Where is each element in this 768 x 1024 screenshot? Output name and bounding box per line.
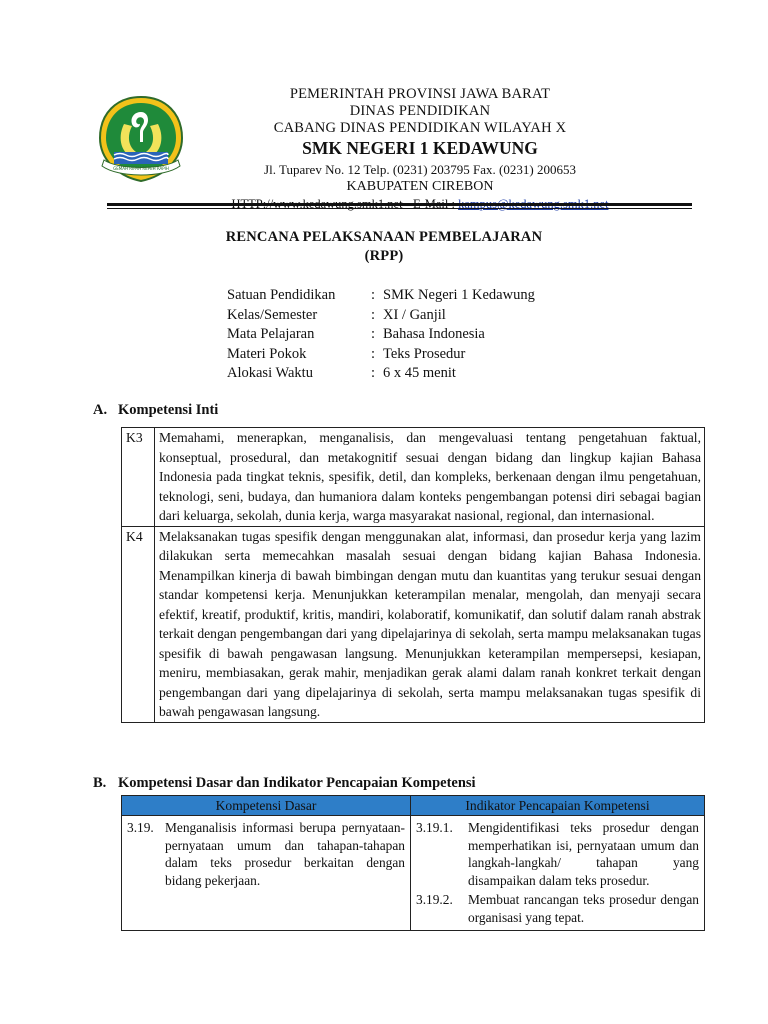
identity-colon: : [371,365,376,381]
ki-text: Memahami, menerapkan, menganalisis, dan mengevaluasi tentang pengetahuan faktual, konseptual, prosedural, dan metakognitif sesuai dengan bidang dan lingkup kajian Bahasa Indonesia pada tingkat teknis, spesifik, detil, dan kompleks, berkenaan dengan ilmu pengetahuan, teknologi, seni, budaya, dan humaniora dalam konteks pengembangan potensi diri sebagai bagian dari keluarga, sekolah, dunia kerja, warga masyarakat nasional, regional, dan internasional. [155,428,705,527]
title-line-1: RENCANA PELAKSANAAN PEMBELAJARAN [225,229,543,245]
indicator-text: Membuat rancangan teks prosedur dengan organisasi yang tepat. [468,892,699,925]
ki-code: K4 [122,526,155,722]
column-header-kd: Kompetensi Dasar [122,796,411,816]
identity-label: Satuan Pendidikan [227,287,336,303]
indicator-item [416,891,699,926]
indicator-text: Mengidentifikasi teks prosedur dengan memperhatikan isi, pernyataan umum dan langkah-langkah/ tahapan yang disampaikan dalam teks prosedur. [468,820,699,888]
school-name: SMK NEGERI 1 KEDAWUNG [302,138,538,158]
section-b-heading [93,775,476,792]
letterhead-rule-thin [107,208,692,209]
identity-label: Alokasi Waktu [227,365,313,381]
table-header-row [122,796,705,816]
school-address: Jl. Tuparev No. 12 Telp. (0231) 203795 Fax. (0231) 200653 [264,162,576,177]
identity-label: Materi Pokok [227,345,307,362]
identity-value: Bahasa Indonesia [383,326,485,342]
letterhead-branch: CABANG DINAS PENDIDIKAN WILAYAH X [273,120,567,136]
identity-value: XI / Ganjil [383,306,446,323]
indicator-number: 3.19.2. [416,892,453,907]
kd-item [127,819,405,889]
section-title: Kompetensi Dasar dan Indikator Pencapaian Kompetensi [118,775,476,791]
letterhead-department: DINAS PENDIDIKAN [349,103,491,119]
table-row [122,428,705,527]
indicator-number: 3.19.1. [416,820,453,835]
logo-motto: GEMAH RIPAH REPEH RAPIH [113,166,169,171]
school-regency: KABUPATEN CIREBON [346,179,494,194]
identity-colon: : [371,287,376,303]
kd-cell [122,816,411,931]
kd-text: Menganalisis informasi berupa pernyataan-pernyataan umum dan tahapan-tahapan dalam teks prosedur berkaitan dengan bidang pekerjaan. [165,820,405,888]
ki-code: K3 [122,428,155,527]
indicator-cell [411,816,705,931]
identity-value: 6 x 45 menit [383,365,456,381]
column-header-indicator: Indikator Pencapaian Kompetensi [411,796,705,816]
letterhead-government: PEMERINTAH PROVINSI JAWA BARAT [289,86,551,102]
kd-number: 3.19. [127,820,154,835]
identity-value: Teks Prosedur [383,345,466,362]
section-title: Kompetensi Inti [118,402,219,418]
identity-colon: : [371,306,376,323]
identity-label: Mata Pelajaran [227,326,315,342]
ki-text: Melaksanakan tugas spesifik dengan menggunakan alat, informasi, dan prosedur kerja yang lazim dilakukan serta memecahkan masalah sesuai dengan bidang kajian Bahasa Indonesia. Menampilkan kinerja di bawah bimbingan dengan mutu dan kuantitas yang terukur sesuai dengan standar kompetensi kerja. Menunjukkan keterampilan menalar, mengolah, dan menyaji secara efektif, kreatif, produktif, kritis, mandiri, kolaboratif, komunikatif, dan solutif dalam ranah abstrak terkait dengan pengembangan dari yang dipelajarinya di sekolah, serta mampu melaksanakan tugas spesifik di bawah pengawasan langsung. Menunjukkan keterampilan mempersepsi, kesiapan, meniru, membiasakan, gerak mahir, menjadikan gerak alami dalam ranah konkret terkait dengan pengembangan dari yang dipelajarinya di sekolah, serta mampu melaksanakan tugas spesifik di bawah pengawasan langsung. [155,526,705,722]
identity-colon: : [371,345,376,362]
title-line-2: (RPP) [364,248,404,264]
west-java-emblem-icon [96,94,186,184]
identity-value: SMK Negeri 1 Kedawung [383,287,535,303]
letterhead [230,86,610,212]
section-number: B. [93,775,107,791]
table-row [122,526,705,722]
indicator-item [416,819,699,889]
kompetensi-inti-table [121,427,705,723]
section-number: A. [93,402,108,418]
table-row [122,816,705,931]
kompetensi-dasar-table [121,795,705,931]
letterhead-rule-thick [107,203,692,206]
identity-colon: : [371,326,376,342]
identity-label: Kelas/Semester [227,306,318,323]
document-title [200,228,568,266]
section-a-heading [93,402,218,419]
